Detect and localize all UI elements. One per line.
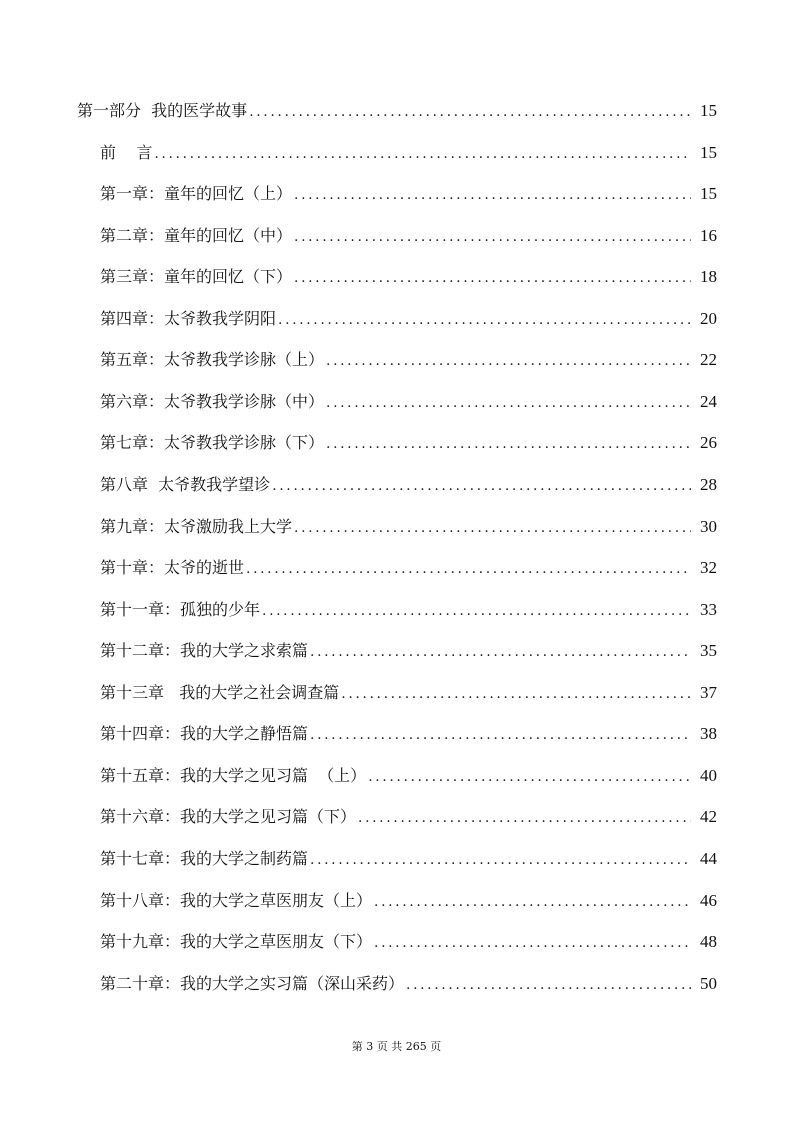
toc-entry-title: 第二章：童年的回忆（中） <box>100 226 293 245</box>
toc-entry-preface[interactable] <box>100 138 717 164</box>
toc-leader-dots <box>154 144 691 164</box>
toc-entry-page: 50 <box>700 974 717 993</box>
toc-leader-dots <box>278 310 691 330</box>
toc-entry-chapter-13[interactable] <box>100 678 717 704</box>
toc-entry-title: 第一部分 我的医学故事 <box>77 101 248 120</box>
toc-leader-dots <box>249 102 691 122</box>
toc-entry-page: 40 <box>700 766 717 785</box>
toc-leader-dots <box>294 227 691 247</box>
toc-entry-chapter-11[interactable] <box>100 595 717 621</box>
toc-entry-chapter-8[interactable] <box>100 470 717 496</box>
toc-entry-page: 48 <box>700 932 717 951</box>
toc-entry-chapter-19[interactable] <box>100 927 717 953</box>
toc-entry-page: 35 <box>700 641 717 660</box>
toc-leader-dots <box>294 518 691 538</box>
toc-leader-dots <box>294 268 691 288</box>
toc-entry-page: 28 <box>700 475 717 494</box>
toc-entry-title: 第十四章：我的大学之静悟篇 <box>100 724 309 743</box>
toc-entry-chapter-16[interactable] <box>100 802 717 828</box>
toc-entry-title: 第四章：太爷教我学阴阳 <box>100 309 277 328</box>
toc-leader-dots <box>326 434 691 454</box>
toc-entry-chapter-2[interactable] <box>100 221 717 247</box>
toc-leader-dots <box>326 393 691 413</box>
toc-entry-page: 20 <box>700 309 717 328</box>
toc-entry-chapter-3[interactable] <box>100 262 717 288</box>
toc-entry-title: 第三章：童年的回忆（下） <box>100 267 293 286</box>
toc-entry-title: 第十二章：我的大学之求索篇 <box>100 641 309 660</box>
toc-entry-page: 24 <box>700 392 717 411</box>
toc-entry-chapter-10[interactable] <box>100 553 717 579</box>
toc-entry-part-one[interactable] <box>77 96 717 122</box>
toc-entry-chapter-6[interactable] <box>100 387 717 413</box>
toc-entry-title: 第十一章：孤独的少年 <box>100 600 261 619</box>
toc-entry-chapter-15[interactable] <box>100 761 717 787</box>
toc-entry-title: 第十六章：我的大学之见习篇（下） <box>100 807 357 826</box>
toc-leader-dots <box>310 850 691 870</box>
toc-entry-chapter-14[interactable] <box>100 719 717 745</box>
toc-entry-title: 第一章：童年的回忆（上） <box>100 184 293 203</box>
toc-entry-chapter-1[interactable] <box>100 179 717 205</box>
toc-entry-title: 第十八章：我的大学之草医朋友（上） <box>100 891 373 910</box>
toc-leader-dots <box>374 892 691 912</box>
toc-leader-dots <box>294 185 691 205</box>
toc-entry-title: 第二十章：我的大学之实习篇（深山采药） <box>100 974 405 993</box>
toc-leader-dots <box>310 725 691 745</box>
toc-leader-dots <box>358 808 691 828</box>
toc-entry-page: 38 <box>700 724 717 743</box>
toc-entry-chapter-17[interactable] <box>100 844 717 870</box>
toc-leader-dots <box>262 601 691 621</box>
toc-entry-title: 第六章：太爷教我学诊脉（中） <box>100 392 325 411</box>
toc-entry-chapter-20[interactable] <box>100 969 717 995</box>
toc-leader-dots <box>246 559 691 579</box>
toc-entry-chapter-12[interactable] <box>100 636 717 662</box>
toc-entry-page: 44 <box>700 849 717 868</box>
toc-entry-page: 42 <box>700 807 717 826</box>
toc-entry-title: 第五章：太爷教我学诊脉（上） <box>100 350 325 369</box>
toc-entry-page: 22 <box>700 350 717 369</box>
toc-entry-page: 46 <box>700 891 717 910</box>
toc-leader-dots <box>341 684 691 704</box>
toc-leader-dots <box>272 476 691 496</box>
toc-entry-title: 第十章：太爷的逝世 <box>100 558 245 577</box>
toc-entry-page: 33 <box>700 600 717 619</box>
toc-leader-dots <box>368 767 691 787</box>
toc-entry-page: 15 <box>700 143 717 162</box>
toc-entry-page: 15 <box>700 101 717 120</box>
toc-entry-title: 第十七章：我的大学之制药篇 <box>100 849 309 868</box>
toc-entry-page: 18 <box>700 267 717 286</box>
toc-leader-dots <box>326 351 691 371</box>
toc-entry-page: 37 <box>700 683 717 702</box>
toc-entry-title: 第八章 太爷教我学望诊 <box>100 475 271 494</box>
toc-entry-title: 前 言 <box>100 143 153 162</box>
toc-entry-page: 15 <box>700 184 717 203</box>
toc-entry-chapter-7[interactable] <box>100 428 717 454</box>
toc-entry-chapter-18[interactable] <box>100 886 717 912</box>
toc-entry-chapter-4[interactable] <box>100 304 717 330</box>
toc-entry-page: 30 <box>700 517 717 536</box>
toc-entry-title: 第十三章 我的大学之社会调查篇 <box>100 683 340 702</box>
page-footer: 第 3 页 共 265 页 <box>351 1040 442 1053</box>
toc-entry-chapter-5[interactable] <box>100 345 717 371</box>
toc-entry-title: 第十五章：我的大学之见习篇 （上） <box>100 766 367 785</box>
toc-entry-page: 26 <box>700 433 717 452</box>
toc-leader-dots <box>406 975 691 995</box>
toc-leader-dots <box>310 642 691 662</box>
toc-entry-title: 第九章：太爷激励我上大学 <box>100 517 293 536</box>
toc-leader-dots <box>374 933 691 953</box>
toc-entry-page: 32 <box>700 558 717 577</box>
toc-entry-title: 第十九章：我的大学之草医朋友（下） <box>100 932 373 951</box>
toc-entry-chapter-9[interactable] <box>100 512 717 538</box>
toc-entry-title: 第七章：太爷教我学诊脉（下） <box>100 433 325 452</box>
toc-entry-page: 16 <box>700 226 717 245</box>
